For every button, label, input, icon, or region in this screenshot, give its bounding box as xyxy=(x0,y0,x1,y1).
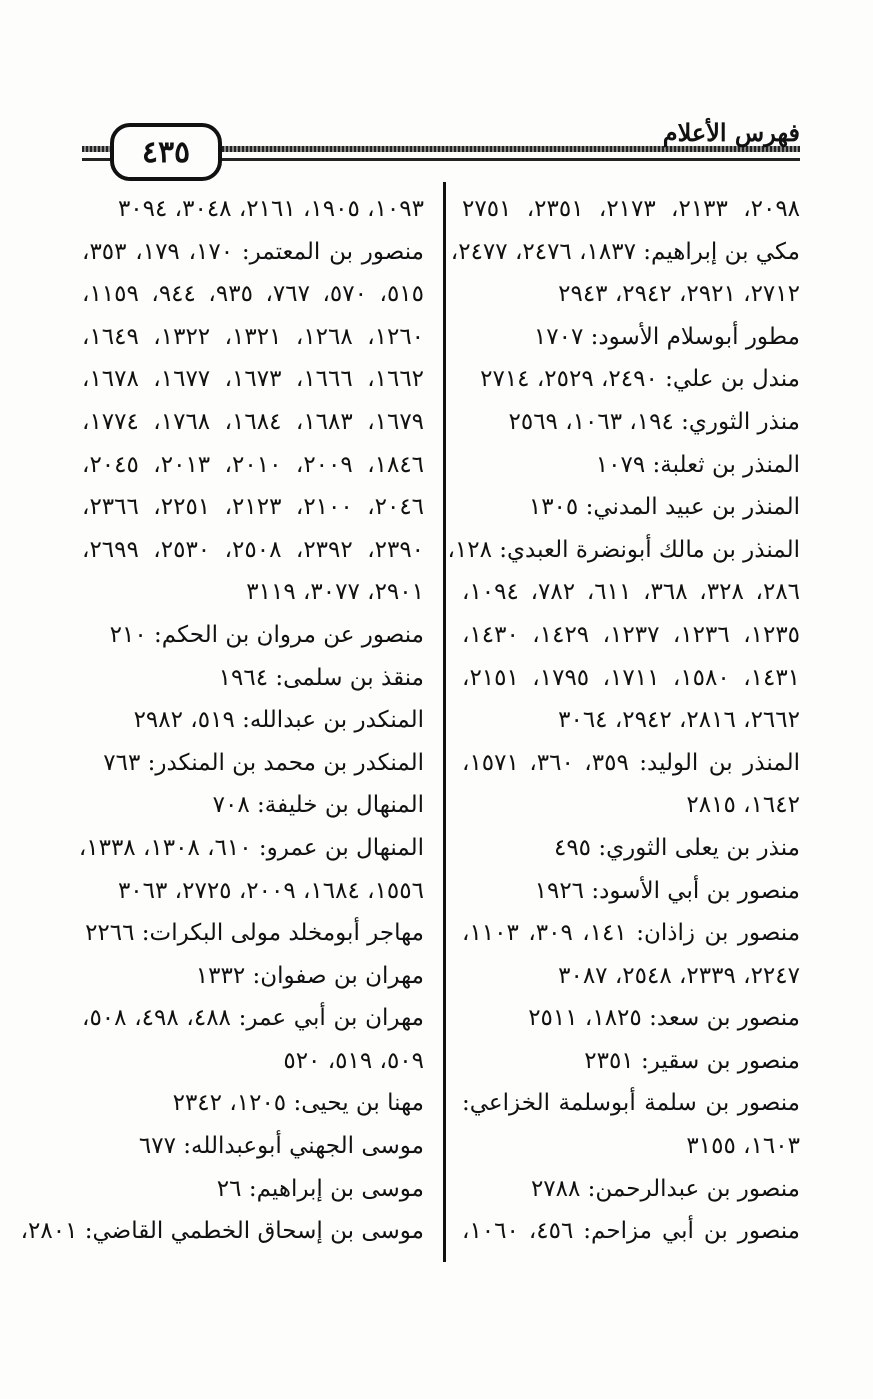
column-divider xyxy=(443,182,446,1262)
index-line: ١٨٤٦، ٢٠٠٩، ٢٠١٠، ٢٠١٣، ٢٠٤٥، xyxy=(82,451,425,478)
index-line: منصور بن سقير: ٢٣٥١ xyxy=(584,1047,800,1074)
index-line: مندل بن علي: ٢٤٩٠، ٢٥٢٩، ٢٧١٤ xyxy=(480,366,800,393)
index-line: المنهال بن عمرو: ٦١٠، ١٣٠٨، ١٣٣٨، xyxy=(78,834,424,861)
index-line: منصور بن المعتمر: ١٧٠، ١٧٩، ٣٥٣، xyxy=(82,238,425,265)
index-line: منصور عن مروان بن الحكم: ٢١٠ xyxy=(109,621,424,648)
index-line: موسى بن إبراهيم: ٢٦ xyxy=(216,1175,424,1202)
index-line: المنهال بن خليفة: ٧٠٨ xyxy=(212,792,424,819)
index-line: المنكدر بن عبدالله: ٥١٩، ٢٩٨٢ xyxy=(133,707,424,734)
index-line: منصور بن زاذان: ١٤١، ٣٠٩، ١١٠٣، xyxy=(462,920,801,947)
index-line: المنكدر بن محمد بن المنكدر: ٧٦٣ xyxy=(103,749,424,776)
index-line: منصور بن أبي الأسود: ١٩٢٦ xyxy=(534,877,800,904)
page-header xyxy=(82,118,800,180)
index-line: ٢٠٩٨، ٢١٣٣، ٢١٧٣، ٢٣٥١، ٢٧٥١ xyxy=(462,196,801,222)
index-line: منصور بن عبدالرحمن: ٢٧٨٨ xyxy=(530,1175,800,1202)
index-line: ١٥٥٦، ١٦٨٤، ٢٠٠٩، ٢٧٢٥، ٣٠٦٣ xyxy=(117,877,424,904)
index-line: منصور بن أبي مزاحم: ٤٥٦، ١٠٦٠، xyxy=(462,1218,800,1245)
index-line: ٢٦٦٢، ٢٨١٦، ٢٩٤٢، ٣٠٦٤ xyxy=(558,707,800,734)
index-line: منقذ بن سلمى: ١٩٦٤ xyxy=(218,664,424,691)
index-column-right xyxy=(447,188,801,1253)
index-line: ٢٧١٢، ٢٩٢١، ٢٩٤٢، ٢٩٤٣ xyxy=(558,281,800,308)
index-line: ٥١٥، ٥٧٠، ٧٦٧، ٩٣٥، ٩٤٤، ١١٥٩، xyxy=(82,281,425,308)
index-line: ١٦٦٢، ١٦٦٦، ١٦٧٣، ١٦٧٧، ١٦٧٨، xyxy=(82,366,425,393)
index-line: المنذر بن ثعلبة: ١٠٧٩ xyxy=(595,451,800,478)
index-line: منذر بن يعلى الثوري: ٤٩٥ xyxy=(553,834,800,861)
index-line: منذر الثوري: ١٩٤، ١٠٦٣، ٢٥٦٩ xyxy=(508,408,800,435)
index-line: المنذر بن الوليد: ٣٥٩، ٣٦٠، ١٥٧١، xyxy=(462,749,801,776)
index-line: مهنا بن يحيى: ١٢٠٥، ٢٣٤٢ xyxy=(172,1090,424,1117)
index-line: ٥٠٩، ٥١٩، ٥٢٠ xyxy=(283,1047,424,1074)
index-line: ١٠٩٣، ١٩٠٥، ٢١٦١، ٣٠٤٨، ٣٠٩٤ xyxy=(117,196,424,222)
index-line: مهران بن صفوان: ١٣٣٢ xyxy=(195,962,424,989)
index-line: موسى الجهني أبوعبدالله: ٦٧٧ xyxy=(138,1133,424,1160)
index-line: ١٢٣٥، ١٢٣٦، ١٢٣٧، ١٤٢٩، ١٤٣٠، xyxy=(462,621,801,648)
page-number xyxy=(110,123,222,181)
index-line: ٢٩٠١، ٣٠٧٧، ٣١١٩ xyxy=(246,579,424,606)
index-line: المنذر بن مالك أبونضرة العبدي: ١٢٨، xyxy=(447,536,800,563)
index-line: مكي بن إبراهيم: ١٨٣٧، ٢٤٧٦، ٢٤٧٧، xyxy=(450,238,800,265)
running-title: فهرس الأعلام xyxy=(662,118,800,147)
index-line: ٢٢٤٧، ٢٣٣٩، ٢٥٤٨، ٣٠٨٧ xyxy=(558,962,800,989)
page-number-text: ٤٣٥ xyxy=(141,134,191,170)
index-line: منصور بن سعد: ١٨٢٥، ٢٥١١ xyxy=(528,1005,800,1032)
index-line: ٢٠٤٦، ٢١٠٠، ٢١٢٣، ٢٢٥١، ٢٣٦٦، xyxy=(82,494,425,521)
index-line: المنذر بن عبيد المدني: ١٣٠٥ xyxy=(528,494,800,521)
index-line: ١٢٦٠، ١٢٦٨، ١٣٢١، ١٣٢٢، ١٦٤٩، xyxy=(82,323,425,350)
index-column-left xyxy=(20,188,425,1253)
index-line: مطور أبوسلام الأسود: ١٧٠٧ xyxy=(533,323,800,350)
index-line: ١٦٧٩، ١٦٨٣، ١٦٨٤، ١٧٦٨، ١٧٧٤، xyxy=(82,408,425,435)
index-line: ١٦٠٣، ٣١٥٥ xyxy=(686,1133,800,1160)
index-line: ١٤٣١، ١٥٨٠، ١٧١١، ١٧٩٥، ٢١٥١، xyxy=(462,664,801,691)
index-line: موسى بن إسحاق الخطمي القاضي: ٢٨٠١، xyxy=(20,1218,424,1245)
index-line: مهران بن أبي عمر: ٤٨٨، ٤٩٨، ٥٠٨، xyxy=(82,1005,424,1032)
index-line: منصور بن سلمة أبوسلمة الخزاعي: xyxy=(462,1090,800,1117)
index-line: مهاجر أبومخلد مولى البكرات: ٢٢٦٦ xyxy=(85,920,424,947)
index-line: ٢٨٦، ٣٢٨، ٣٦٨، ٦١١، ٧٨٢، ١٠٩٤، xyxy=(462,579,801,606)
index-line: ١٦٤٢، ٢٨١٥ xyxy=(686,792,800,819)
index-line: ٢٣٩٠، ٢٣٩٢، ٢٥٠٨، ٢٥٣٠، ٢٦٩٩، xyxy=(82,536,425,563)
